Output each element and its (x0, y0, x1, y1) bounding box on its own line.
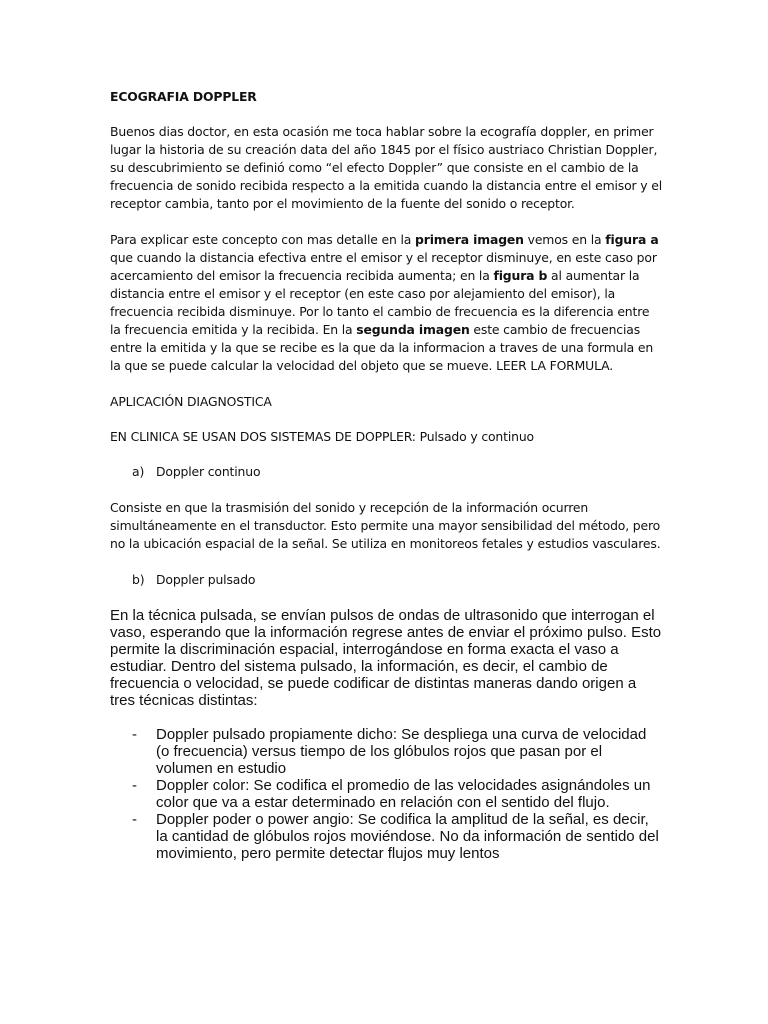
list-marker-b: b) (132, 572, 145, 587)
list-label-doppler-pulsado: Doppler pulsado (156, 572, 256, 587)
list-marker-a: a) (132, 464, 145, 479)
explain-text-3: que cuando la distancia efectiva entre el emisor y el receptor disminuye, en este caso por acercamiento del emisor la frecuencia recibida aumenta; en la (110, 250, 657, 283)
title-text: ECOGRAFIA DOPPLER (110, 89, 257, 104)
explain-text-2: vemos en la (523, 232, 606, 247)
explain-bold-figura-b: figura b (493, 268, 548, 283)
dash-marker: - (132, 777, 137, 794)
document-body (110, 88, 662, 862)
heading-sistemas-doppler: EN CLINICA SE USAN DOS SISTEMAS DE DOPPLER: Pulsado y continuo (110, 429, 534, 444)
explain-bold-primera-imagen: primera imagen (415, 232, 524, 247)
pulsed-description: En la técnica pulsada, se envían pulsos de ondas de ultrasonido que interrogan el vaso, esperando que la información regrese antes de enviar el próximo pulso. Esto permite la discriminación espacial, interrogándose en forma exacta el vaso a estudiar. Dentro del sistema pulsado, la información, es decir, el cambio de frecuencia o velocidad, se puede codificar de distintas maneras dando origen a tres técnicas distintas: (110, 607, 662, 709)
heading-aplicacion-diagnostica: APLICACIÓN DIAGNOSTICA (110, 394, 272, 409)
techniques-list (110, 726, 662, 862)
intro-paragraph: Buenos dias doctor, en esta ocasión me toca hablar sobre la ecografía doppler, en primer lugar la historia de su creación data del año 1845 por el físico austriaco Christian Doppler, su descubrimiento se definió como “el efecto Doppler” que consiste en el cambio de la frecuencia de sonido recibida respecto a la emitida cuando la distancia entre el emisor y el receptor cambia, tanto por el movimiento de la fuente del sonido o receptor. (110, 124, 662, 211)
technique-color: Doppler color: Se codifica el promedio de las velocidades asignándoles un color que va a estar determinado en relación con el sentido del flujo. (156, 777, 651, 811)
list-item (110, 777, 662, 811)
explain-text-1: Para explicar este concepto con mas detalle en la (110, 232, 416, 247)
continuous-description: Consiste en que la trasmisión del sonido y recepción de la información ocurren simultáneamente en el transductor. Esto permite una mayor sensibilidad del método, pero no la ubicación espacial de la señal. Se utiliza en monitoreos fetales y estudios vasculares. (110, 500, 661, 551)
list-item (110, 811, 662, 862)
document-title (110, 88, 662, 106)
list-label-doppler-continuo: Doppler continuo (156, 464, 261, 479)
dash-marker: - (132, 811, 137, 828)
list-item-doppler-pulsado (110, 571, 662, 589)
list-item-doppler-continuo (110, 463, 662, 481)
explain-bold-segunda-imagen: segunda imagen (356, 322, 470, 337)
list-item (110, 726, 662, 777)
explanation-paragraph (110, 231, 662, 375)
explain-text-5: este cambio de frecuencias entre la emitida y la que se recibe es la que da la informacion a traves de una formula en la que se puede calcular la velocidad del objeto que se mueve. LEER LA FORMULA. (110, 322, 654, 373)
explain-text-4: al aumentar la distancia entre el emisor y el receptor (en este caso por alejamiento del emisor), la frecuencia recibida disminuye. Por lo tanto el cambio de frecuencia es la diferencia entre la frecuencia emitida y la recibida. En la (110, 268, 650, 337)
explain-bold-figura-a: figura a (605, 232, 659, 247)
technique-power-angio: Doppler poder o power angio: Se codifica la amplitud de la señal, es decir, la cantidad de glóbulos rojos moviéndose. No da información de sentido del movimiento, pero permite detectar flujos muy lentos (156, 811, 659, 862)
dash-marker: - (132, 726, 137, 743)
technique-pulsado: Doppler pulsado propiamente dicho: Se despliega una curva de velocidad (o frecuencia) versus tiempo de los glóbulos rojos que pasan por el volumen en estudio (156, 726, 647, 777)
